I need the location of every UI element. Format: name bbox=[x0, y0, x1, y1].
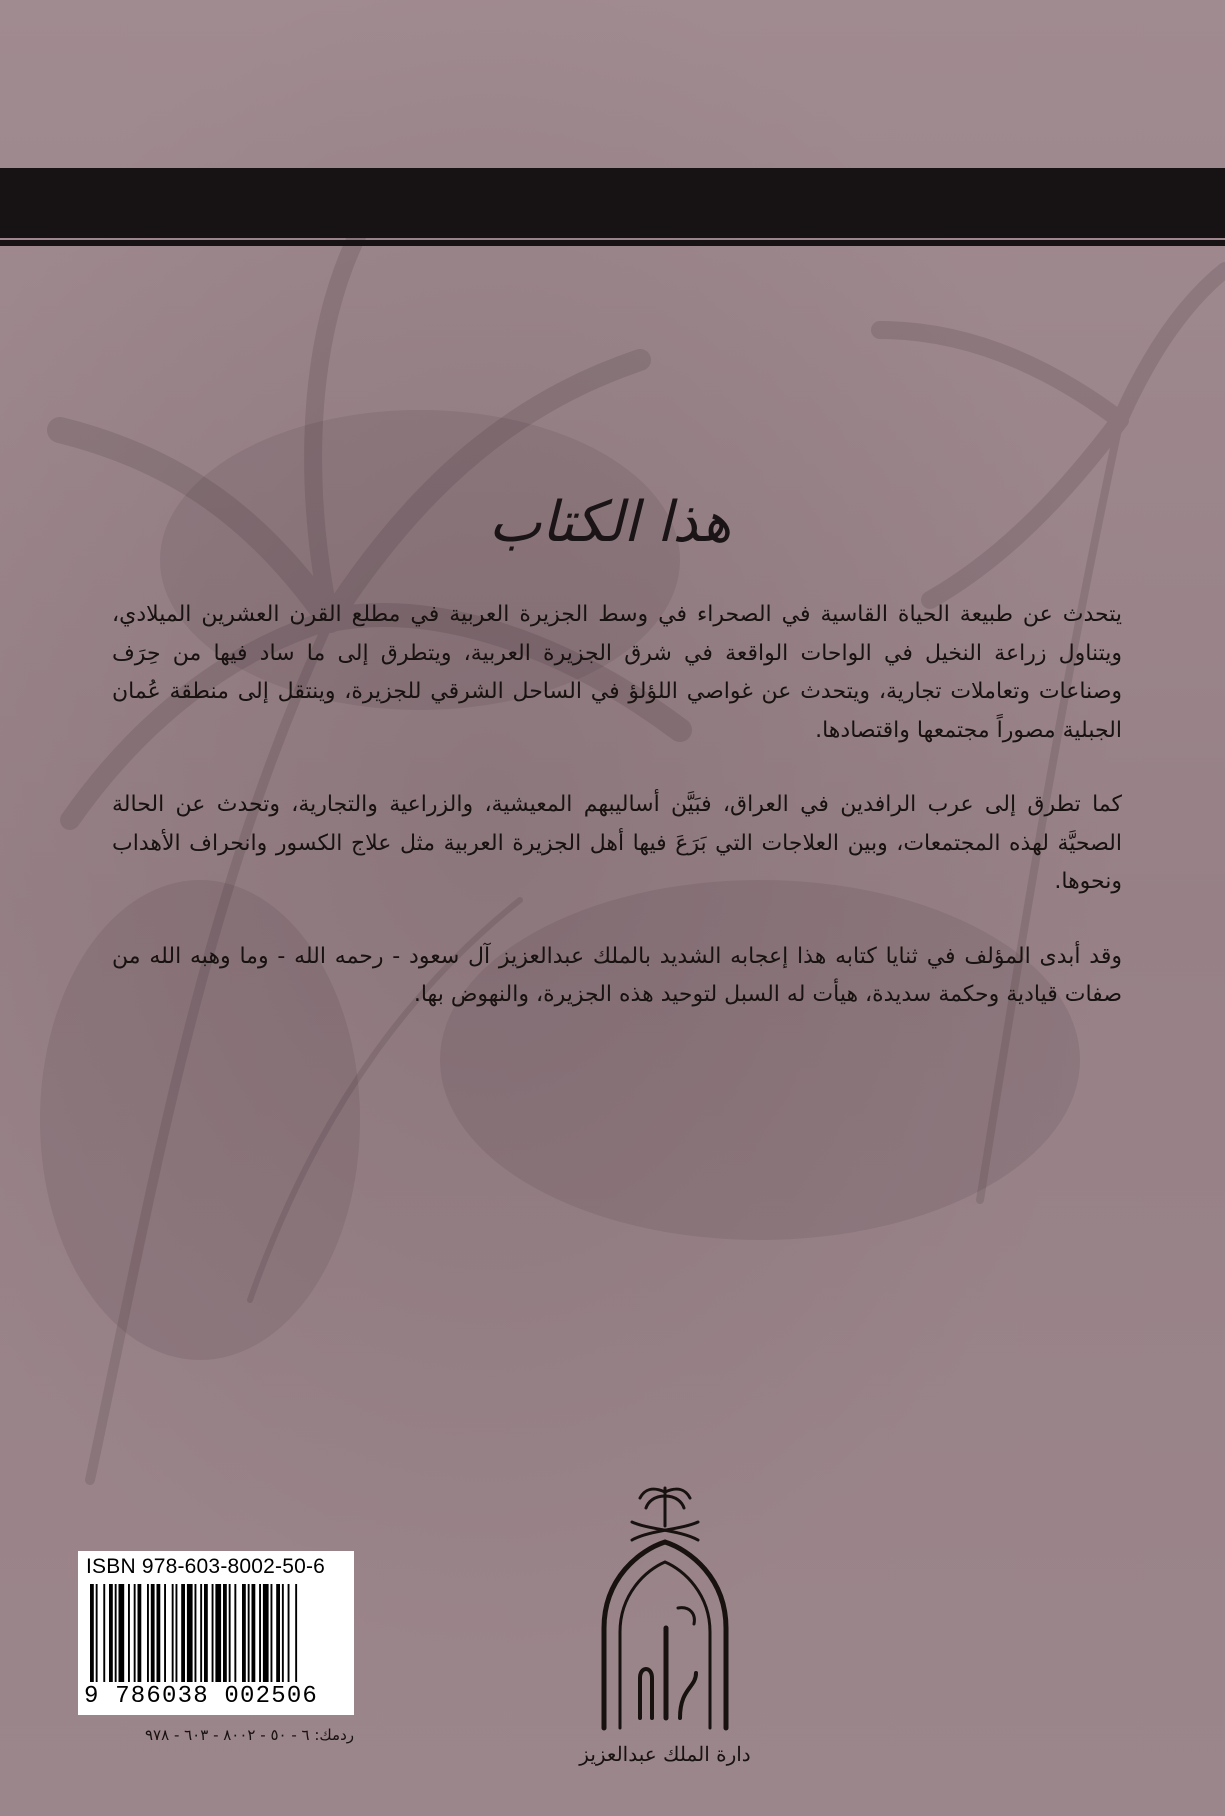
isbn-barcode-panel bbox=[78, 1551, 354, 1715]
publisher-logo-icon bbox=[560, 1478, 770, 1778]
cover-heading: هذا الكتاب bbox=[488, 490, 732, 555]
isbn-label: ISBN 978-603-8002-50-6 bbox=[86, 1555, 326, 1578]
blurb-paragraph-3: وقد أبدى المؤلف في ثنايا كتابه هذا إعجابه الشديد بالملك عبدالعزيز آل سعود - رحمه الله - وما وهبه الله من صفات قيادية وحكمة سديدة، هيأت له السبل لتوحيد هذه الجزيرة، والنهوض بها. bbox=[112, 943, 1122, 1007]
blurb-paragraph-2: كما تطرق إلى عرب الرافدين في العراق، فبَيَّن أساليبهم المعيشية، والزراعية والتجارية، وتحدث عن الحالة الصحيَّة لهذه المجتمعات، وبين العلاجات التي بَرَعَ فيها أهل الجزيرة العربية مثل علاج الكسور وانحراف الأهداب ونحوها. bbox=[112, 792, 1122, 894]
arabic-isbn-line: ردمك: ٦ - ٥٠ - ٨٠٠٢ - ٦٠٣ - ٩٧٨ bbox=[145, 1726, 354, 1744]
publisher-logo-text: الدارة bbox=[663, 1768, 667, 1769]
blurb-paragraph-1: يتحدث عن طبيعة الحياة القاسية في الصحراء في وسط الجزيرة العربية في مطلع القرن العشرين الميلادي، ويتناول زراعة النخيل في الواحات الواقعة في شرق الجزيرة العربية، ويتطرق إلى ما ساد فيها من حِرَف وصناعات وتعاملات تجارية، ويتحدث عن غواصي اللؤلؤ في الساحل الشرقي للجزيرة، وينتقل إلى منطقة عُمان الجبلية مصوراً مجتمعها واقتصادها. bbox=[112, 602, 1122, 743]
back-cover-blurb bbox=[112, 596, 1122, 1051]
top-thin-rule bbox=[0, 240, 1225, 246]
barcode-digits: 9 786038 002506 bbox=[84, 1683, 319, 1710]
top-dark-band bbox=[0, 168, 1225, 238]
barcode-icon bbox=[86, 1584, 346, 1682]
publisher-caption: دارة الملك عبدالعزيز bbox=[579, 1742, 751, 1766]
